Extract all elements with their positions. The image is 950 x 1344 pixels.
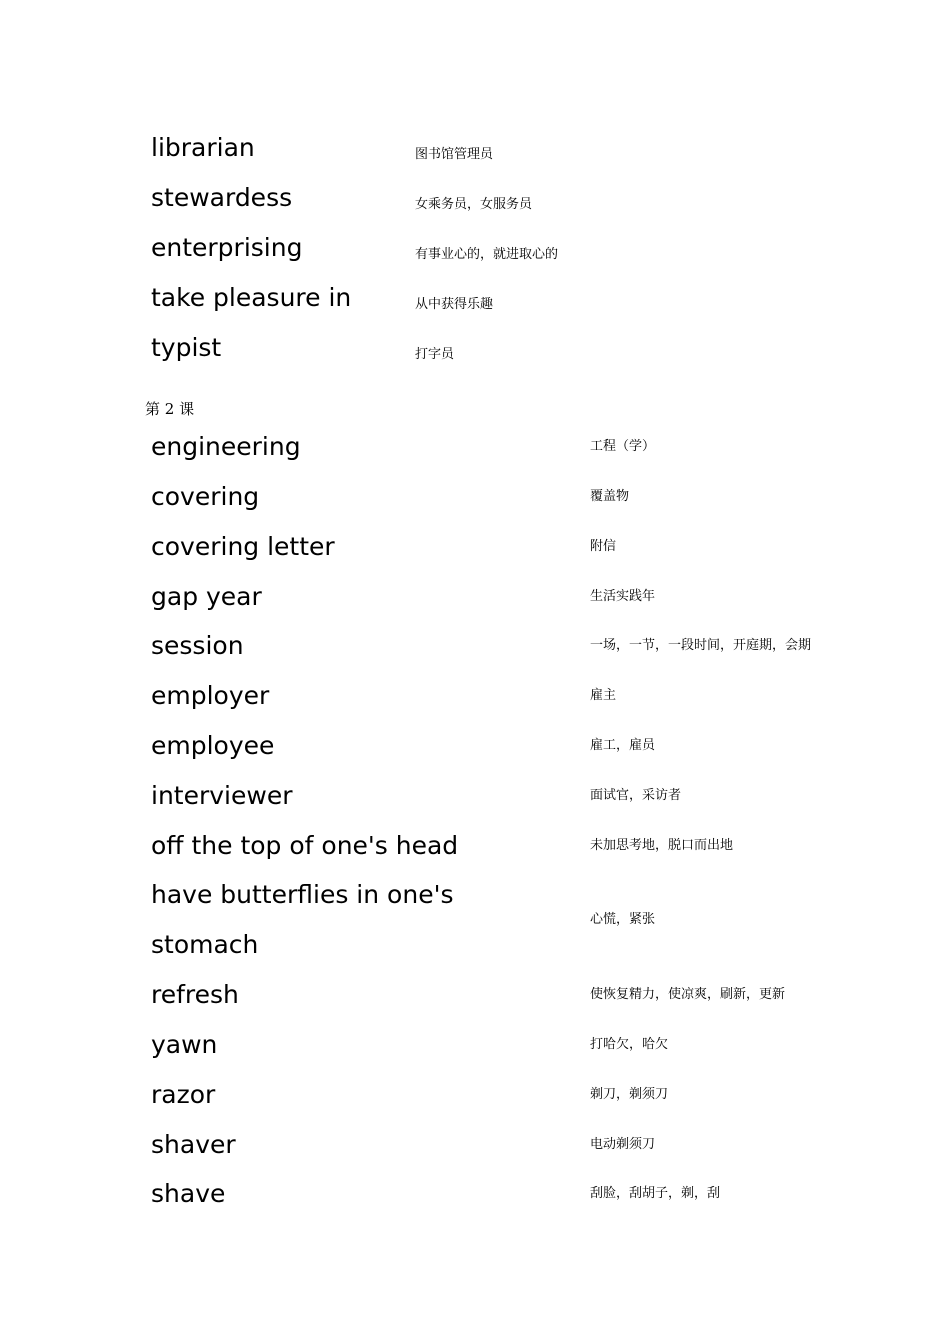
vocab-meaning: 女乘务员，女服务员 [415, 197, 533, 212]
vocab-meaning: 打字员 [415, 347, 455, 362]
vocab-row [0, 1080, 950, 1130]
vocab-row [0, 283, 950, 333]
vocab-meaning: 电动剃须刀 [590, 1137, 656, 1152]
vocab-row [0, 681, 950, 731]
vocab-meaning: 图书馆管理员 [415, 147, 494, 162]
vocab-word: refresh [151, 980, 239, 1009]
vocab-meaning: 未加思考地，脱口而出地 [590, 838, 734, 853]
vocab-meaning: 生活实践年 [590, 589, 656, 604]
vocab-word: take pleasure in [151, 283, 352, 312]
vocab-meaning: 雇工，雇员 [590, 738, 656, 753]
vocab-row [0, 582, 950, 632]
vocab-word: stewardess [151, 183, 293, 212]
vocab-word: engineering [151, 432, 301, 461]
vocab-word: interviewer [151, 781, 293, 810]
vocab-row [0, 482, 950, 532]
vocab-meaning: 面试官，采访者 [590, 788, 682, 803]
vocab-row [0, 731, 950, 781]
vocab-meaning: 打哈欠，哈欠 [590, 1037, 669, 1052]
vocab-meaning: 从中获得乐趣 [415, 297, 494, 312]
vocab-meaning: 有事业心的，就进取心的 [415, 247, 559, 262]
vocab-row [0, 532, 950, 582]
vocab-word: off the top of one's head [151, 831, 459, 860]
vocab-row [0, 1030, 950, 1080]
vocab-meaning: 附信 [590, 539, 617, 554]
vocab-row [0, 183, 950, 233]
vocab-word: have butterflies in one's [151, 880, 454, 909]
vocab-word: covering [151, 482, 260, 511]
lesson-heading: 第 2 课 [145, 400, 195, 418]
vocab-meaning: 剃刀，剃须刀 [590, 1087, 669, 1102]
vocab-row [0, 233, 950, 283]
vocab-row [0, 333, 950, 383]
vocab-word: yawn [151, 1030, 218, 1059]
vocab-word: enterprising [151, 233, 303, 262]
vocab-word: shaver [151, 1130, 236, 1159]
vocab-row [0, 1179, 950, 1229]
vocab-word: razor [151, 1080, 216, 1109]
vocab-row [0, 133, 950, 183]
vocab-word: librarian [151, 133, 255, 162]
vocab-word: employer [151, 681, 270, 710]
vocab-row [0, 1130, 950, 1180]
vocab-row [0, 831, 950, 881]
vocab-row [0, 980, 950, 1030]
vocab-meaning: 覆盖物 [590, 489, 630, 504]
vocab-meaning: 工程（学） [590, 439, 656, 454]
vocab-row [0, 432, 950, 482]
vocab-word: shave [151, 1179, 226, 1208]
vocab-meaning: 一场，一节，一段时间，开庭期，会期 [590, 638, 812, 653]
vocab-word: gap year [151, 582, 262, 611]
vocab-word: typist [151, 333, 222, 362]
vocab-row [0, 781, 950, 831]
vocab-row [0, 880, 950, 980]
vocab-row [0, 631, 950, 681]
vocab-meaning: 雇主 [590, 688, 617, 703]
vocab-meaning: 心慌，紧张 [590, 912, 656, 927]
vocab-word-continued: stomach [151, 930, 259, 959]
vocab-word: employee [151, 731, 275, 760]
vocab-meaning: 使恢复精力，使凉爽，刷新，更新 [590, 987, 786, 1002]
vocab-word: session [151, 631, 244, 660]
vocab-meaning: 刮脸，刮胡子，剃，刮 [590, 1186, 721, 1201]
vocab-word: covering letter [151, 532, 335, 561]
